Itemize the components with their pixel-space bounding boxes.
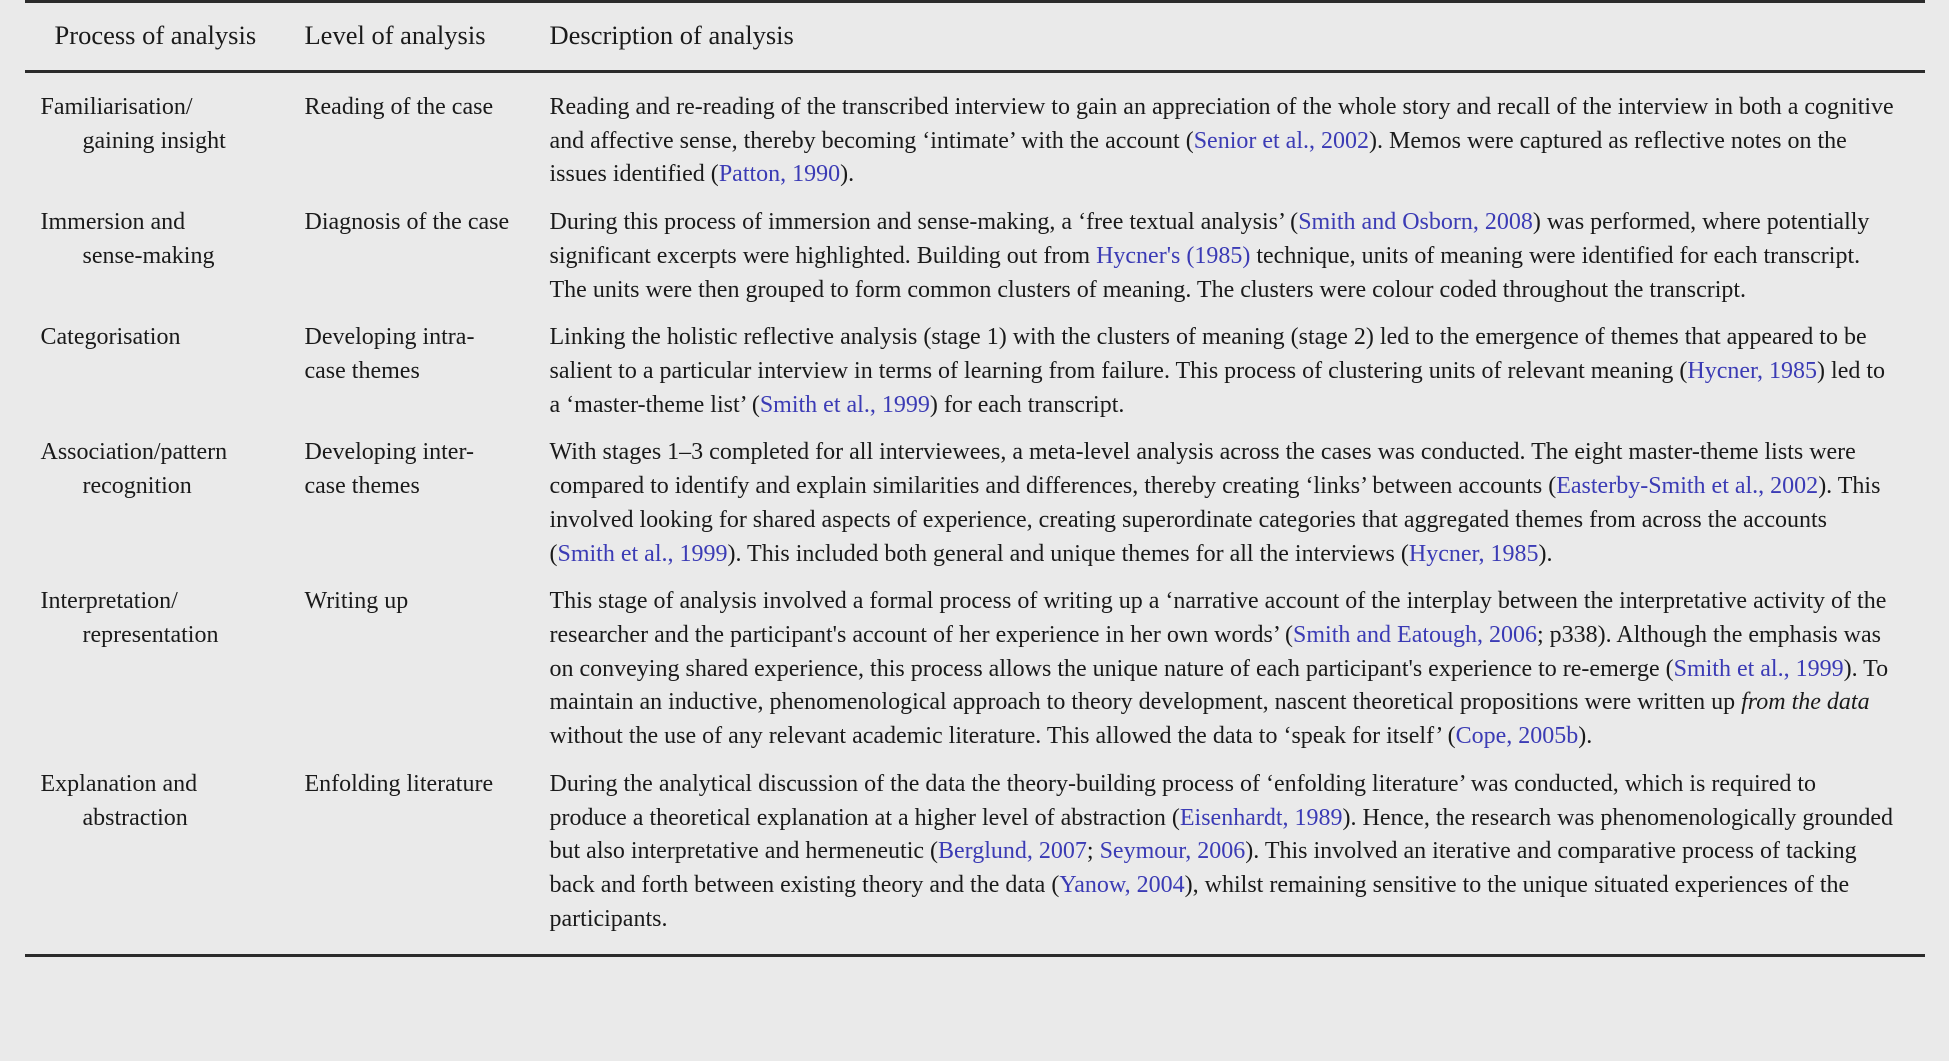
- citation-link[interactable]: Patton, 1990: [718, 161, 841, 188]
- level-line-1: Developing intra-: [304, 324, 475, 351]
- citation-link[interactable]: Smith and Osborn, 2008: [1298, 209, 1533, 236]
- cell-level: [305, 192, 550, 307]
- citation-link[interactable]: Cope, 2005b: [1455, 723, 1579, 750]
- citation-link[interactable]: Smith et al., 1999: [557, 540, 728, 567]
- cell-process: [25, 307, 305, 422]
- cell-description: [550, 571, 1925, 754]
- level-line-1: Enfolding literature: [304, 770, 494, 797]
- process-line-2: gaining insight: [82, 127, 226, 154]
- level-line-2: case themes: [304, 357, 420, 384]
- process-line-1: Familiarisation/: [40, 93, 193, 120]
- process-line-2: recognition: [82, 473, 192, 500]
- cell-level: [305, 754, 550, 956]
- cell-description: [550, 192, 1925, 307]
- cell-description: [550, 71, 1925, 192]
- citation-link[interactable]: Hycner's (1985): [1096, 242, 1251, 269]
- table-body: [25, 71, 1925, 956]
- process-line-2: representation: [82, 621, 219, 648]
- process-line-2: abstraction: [82, 804, 188, 831]
- cell-level: [305, 571, 550, 754]
- citation-link[interactable]: Seymour, 2006: [1099, 838, 1246, 865]
- table-row: [25, 71, 1925, 192]
- level-line-1: Developing inter-: [304, 439, 474, 466]
- citation-link[interactable]: Senior et al., 2002: [1193, 127, 1370, 154]
- table-row: [25, 307, 1925, 422]
- cell-process: [25, 754, 305, 956]
- description-paragraph: During the analytical discussion of the data the theory-building process of ‘enfolding literature’ was conducted, which is required to produce a theoretical explanation at a higher level of abstraction (Eisenhardt, 1989). Hence, the research was phenomenologically grounded but also interpretative and hermeneutic (Berglund, 2007; Seymour, 2006). This involved an iterative and comparative process of tacking back and forth between existing theory and the data (Yanow, 2004), whilst remaining sensitive to the unique situated experiences of the participants.: [549, 770, 1893, 932]
- table-header: [25, 2, 1925, 72]
- description-paragraph: With stages 1–3 completed for all interviewees, a meta-level analysis across the cases was conducted. The eight master-theme lists were compared to identify and explain similarities and differences, thereby creating ‘links’ between accounts (Easterby-Smith et al., 2002). This involved looking for shared aspects of experience, creating superordinate categories that aggregated themes from across the accounts (Smith et al., 1999). This included both general and unique themes for all the interviews (Hycner, 1985).: [549, 439, 1881, 567]
- column-header-process: Process of analysis: [25, 2, 305, 72]
- process-line-1: Immersion and: [40, 209, 186, 236]
- level-line-2: case themes: [304, 473, 420, 500]
- description-paragraph: During this process of immersion and sense-making, a ‘free textual analysis’ (Smith and Osborn, 2008) was performed, where potentially significant excerpts were highlighted. Building out from Hycner's (1985) technique, units of meaning were identified for each transcript. The units were then grouped to form common clusters of meaning. The clusters were colour coded throughout the transcript.: [549, 209, 1870, 303]
- citation-link[interactable]: Smith et al., 1999: [1673, 655, 1844, 682]
- process-line-1: Association/pattern: [40, 439, 228, 466]
- column-header-level: Level of analysis: [305, 2, 550, 72]
- cell-level: [305, 71, 550, 192]
- description-paragraph: Reading and re-reading of the transcribed interview to gain an appreciation of the whole story and recall of the interview in both a cognitive and affective sense, thereby becoming ‘intimate’ with the account (Senior et al., 2002). Memos were captured as reflective notes on the issues identified (Patton, 1990).: [549, 93, 1894, 188]
- table-row: [25, 192, 1925, 307]
- citation-link[interactable]: Berglund, 2007: [938, 838, 1087, 865]
- level-line-1: Reading of the case: [304, 93, 494, 120]
- citation-link[interactable]: Eisenhardt, 1989: [1179, 804, 1343, 831]
- cell-level: [305, 307, 550, 422]
- table-row: [25, 422, 1925, 571]
- cell-process: [25, 192, 305, 307]
- cell-description: [550, 307, 1925, 422]
- analysis-table: [25, 0, 1925, 957]
- header-row: [25, 2, 1925, 72]
- description-paragraph: Linking the holistic reflective analysis (stage 1) with the clusters of meaning (stage 2) led to the emergence of themes that appeared to be salient to a particular interview in terms of learning from failure. This process of clustering units of relevant meaning (Hycner, 1985) led to a ‘master-theme list’ (Smith et al., 1999) for each transcript.: [549, 324, 1886, 418]
- cell-description: [550, 422, 1925, 571]
- cell-process: [25, 571, 305, 754]
- description-paragraph: This stage of analysis involved a formal process of writing up a ‘narrative account of the interplay between the interpretative activity of the researcher and the participant's account of her experience in her own words’ (Smith and Eatough, 2006; p338). Although the emphasis was on conveying shared experience, this process allows the unique nature of each participant's experience to re-emerge (Smith et al., 1999). To maintain an inductive, phenomenological approach to theory development, nascent theoretical propositions were written up from the data without the use of any relevant academic literature. This allowed the data to ‘speak for itself’ (Cope, 2005b).: [549, 588, 1889, 750]
- cell-level: [305, 422, 550, 571]
- citation-link[interactable]: Hycner, 1985: [1408, 540, 1539, 567]
- citation-link[interactable]: Hycner, 1985: [1687, 357, 1818, 384]
- citation-link[interactable]: Smith et al., 1999: [759, 391, 930, 418]
- citation-link[interactable]: Easterby-Smith et al., 2002: [1556, 473, 1819, 500]
- citation-link[interactable]: Smith and Eatough, 2006: [1293, 621, 1538, 648]
- cell-description: [550, 754, 1925, 956]
- italic-phrase: from the data: [1741, 689, 1870, 716]
- table-row: [25, 571, 1925, 754]
- level-line-1: Diagnosis of the case: [304, 209, 510, 236]
- column-header-description: Description of analysis: [550, 2, 1925, 72]
- citation-link[interactable]: Yanow, 2004: [1059, 872, 1185, 898]
- process-line-2: sense-making: [82, 242, 215, 269]
- level-line-1: Writing up: [304, 588, 409, 615]
- table-row: [25, 754, 1925, 956]
- process-line-1: Explanation and: [40, 770, 198, 797]
- process-line-1: Interpretation/: [40, 588, 178, 615]
- process-line-1: Categorisation: [40, 324, 181, 351]
- cell-process: [25, 71, 305, 192]
- cell-process: [25, 422, 305, 571]
